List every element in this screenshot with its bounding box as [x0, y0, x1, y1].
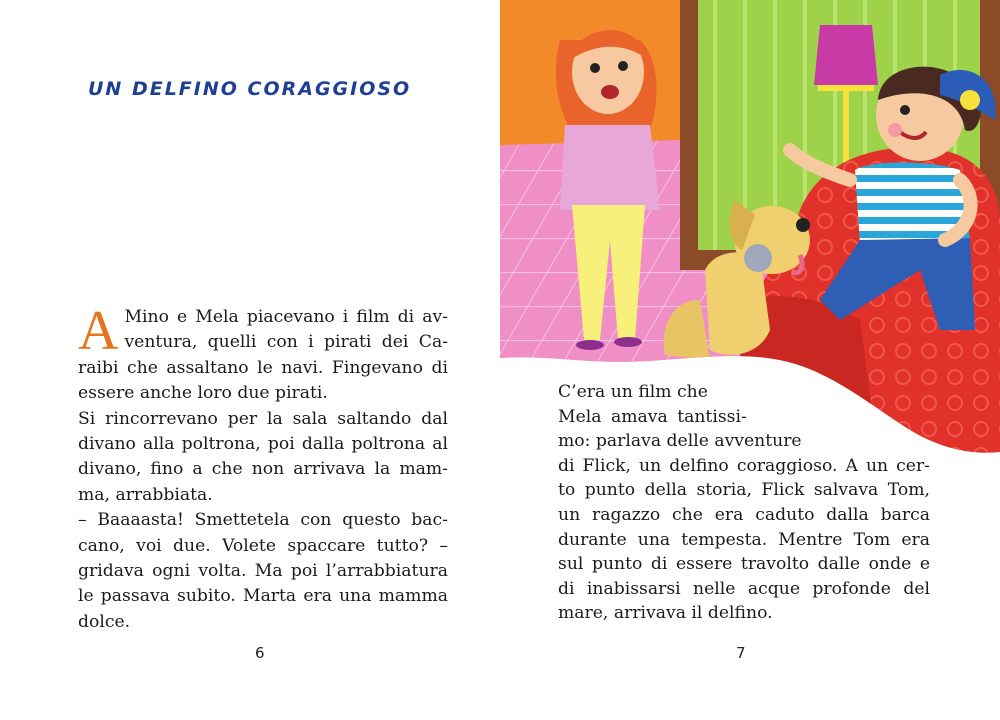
text-line: divano, fino a che non arrivava la mam-: [78, 459, 448, 480]
text-line: un ragazzo che era caduto dalla barca: [558, 504, 930, 525]
text-line: ventura, quelli con i pirati dei Ca-: [124, 332, 448, 353]
text-line: divano alla poltrona, poi dalla poltrona al: [78, 434, 448, 455]
text-line: C’era un film che: [558, 382, 708, 402]
text-line: di inabissarsi nelle acque profonde del: [558, 578, 930, 599]
right-body-text: [558, 380, 930, 626]
text-line: dolce.: [78, 611, 131, 632]
text-line: gridava ogni volta. Ma poi l’arrabbiatura: [78, 561, 448, 582]
text-line: cano, voi due. Volete spaccare tutto? –: [78, 535, 448, 556]
text-line: essere anche loro due pirati.: [78, 383, 328, 404]
text-line: di Flick, un delfino coraggioso. A un cer-: [558, 455, 930, 476]
right-page: [500, 0, 1000, 720]
text-line: Mino e Mela piacevano i film di av-: [124, 307, 448, 327]
drop-cap: A: [78, 300, 119, 362]
text-line: le passava subito. Marta era una mamma: [78, 586, 448, 607]
text-line: sul punto di essere travolto dalle onde e: [558, 554, 930, 575]
chapter-title: UN DELFINO CORAGGIOSO: [88, 78, 412, 100]
page-number-right: 7: [736, 644, 746, 662]
text-line: – Baaaasta! Smettetela con questo bac-: [78, 510, 448, 531]
text-line: durante una tempesta. Mentre Tom era: [558, 529, 930, 550]
text-line: mare, arrivava il delfino.: [558, 603, 773, 624]
text-line: raibi che assaltano le navi. Fingevano di: [78, 357, 448, 378]
left-body-text: [78, 300, 448, 635]
text-line: Si rincorrevano per la sala saltando dal: [78, 408, 448, 429]
text-line: ma, arrabbiata.: [78, 484, 213, 505]
page-number-left: 6: [255, 644, 265, 662]
text-line: mo: parlava delle avventure: [558, 431, 802, 452]
text-line: Mela amava tantissi-: [558, 406, 747, 427]
text-line: to punto della storia, Flick salvava Tom,: [558, 480, 930, 501]
